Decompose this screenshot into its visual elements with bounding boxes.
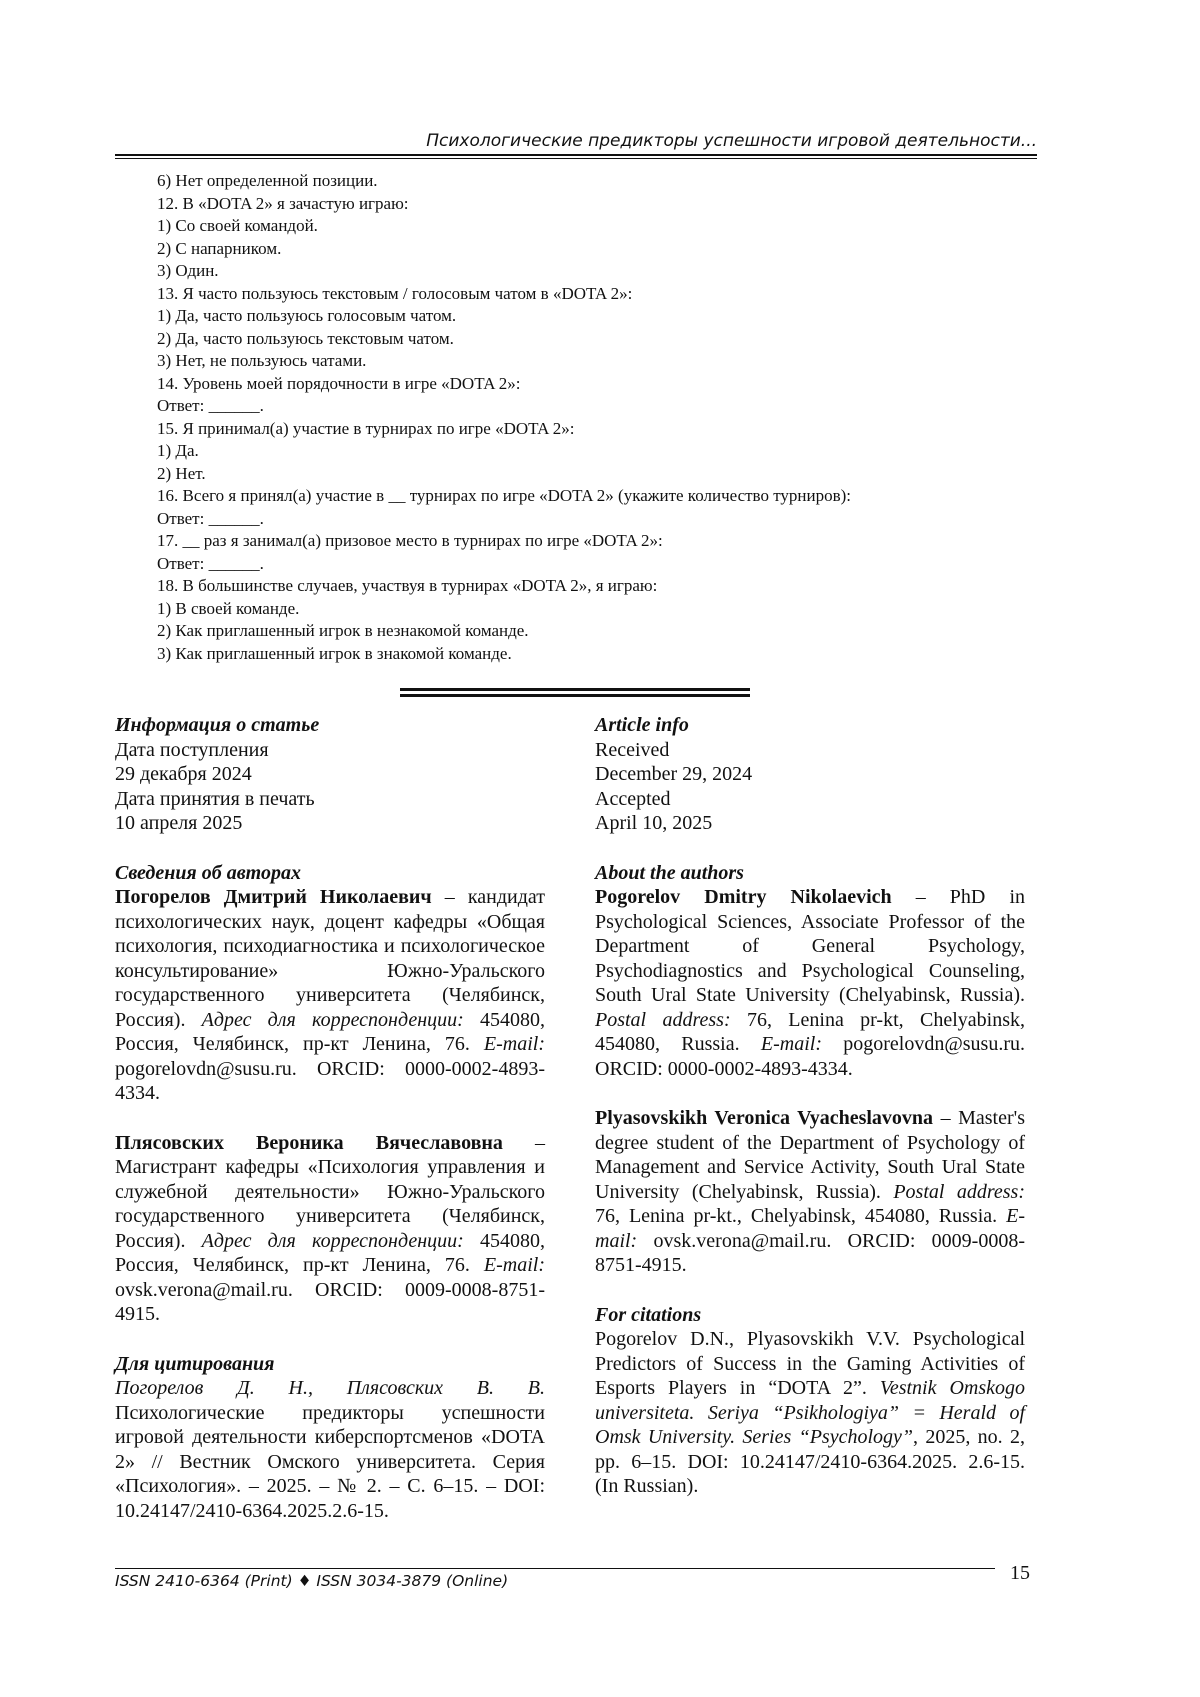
question-line: 16. Всего я принял(а) участие в __ турнирах по игре «DOTA 2» (укажите количество турниров):	[157, 486, 852, 505]
running-header: Психологические предикторы успешности игровой деятельности...	[426, 131, 1037, 151]
email-label: E-mail:	[595, 1205, 1025, 1252]
author-2-bio	[115, 1131, 545, 1327]
header-rule-thin	[115, 158, 1037, 159]
question-line: 2) Как приглашенный игрок в незнакомой команде.	[157, 621, 529, 640]
question-line: 1) Да.	[157, 441, 199, 460]
question-line: Ответ: ______.	[157, 553, 264, 573]
author-1-address: 76, Lenina pr-kt, Chelyabinsk, 454080, Russia.	[595, 1008, 1025, 1055]
author-2-name: Плясовских Вероника Вячеславовна	[115, 1131, 503, 1154]
question-line: 18. В большинстве случаев, участвуя в турнирах «DOTA 2», я играю:	[157, 576, 658, 595]
question-line: 6) Нет определенной позиции.	[157, 171, 378, 190]
author-1-address: 454080, Россия, Челябинск, пр-кт Ленина, 76.	[115, 1008, 545, 1055]
questionnaire-list	[157, 170, 1037, 665]
author-1-name: Погорелов Дмитрий Николаевич	[115, 886, 432, 908]
address-label: Postal address:	[893, 1180, 1025, 1203]
question-line: 3) Как приглашенный игрок в знакомой команде.	[157, 643, 512, 663]
footer-rule	[115, 1568, 995, 1569]
citation-text	[595, 1327, 1025, 1499]
citation-journal: Vestnik Omskogo universiteta. Seriya “Psikhologiya” = Herald of Omsk University. Series “Psychology”	[595, 1377, 1026, 1448]
question-line: Ответ: ______.	[157, 508, 264, 528]
author-1-bio	[595, 885, 1025, 1081]
question-line: 17. __ раз я занимал(а) призовое место в турнирах по игре «DOTA 2»:	[157, 531, 663, 550]
accepted-label: Дата принятия в печать	[115, 787, 315, 810]
address-label: Postal address:	[595, 1008, 731, 1031]
received-date: December 29, 2024	[595, 763, 753, 785]
accepted-label: Accepted	[595, 787, 671, 810]
author-1-bio	[115, 885, 545, 1106]
authors-title: Сведения об авторах	[115, 861, 301, 884]
question-line: 12. В «DOTA 2» я зачастую играю:	[157, 193, 409, 213]
citation-title: For citations	[595, 1303, 702, 1326]
author-1-affiliation: – кандидат психологических наук, доцент кафедры «Общая психология, психодиагностика и психологическое консультирование» Южно-Уральского государственного университета (Челябинск, Россия).	[115, 886, 545, 1031]
citation-body: Психологические предикторы успешности игровой деятельности киберспортсменов «DOTA 2» // Вестник Омского университета. Серия «Психология». – 2025. – № 2. – С. 6–15. – DOI: 10.24147/2410-6364.2025.2.6-15.	[115, 1401, 545, 1522]
citation-title: Для цитирования	[115, 1352, 275, 1375]
section-separator	[400, 688, 750, 691]
page-number: 15	[1010, 1562, 1030, 1584]
received-date: 29 декабря 2024	[115, 763, 252, 785]
section-separator-second	[400, 694, 750, 697]
author-2-affiliation: – Магистрант кафедры «Психология управления и служебной деятельности» Южно-Уральского государственного университета (Челябинск, Россия).	[115, 1131, 546, 1252]
article-info-ru	[115, 713, 545, 1523]
author-2-affiliation: – Master's degree student of the Department of Psychology of Management and Service Activity, South Ural State University (Chelyabinsk, Russia).	[595, 1107, 1025, 1203]
author-2-address: 454080, Россия, Челябинск, пр-кт Ленина, 76.	[115, 1229, 545, 1276]
author-2-email: ovsk.verona@mail.ru. ORCID: 0009-0008-8751-4915.	[595, 1229, 1025, 1276]
citation-body: Pogorelov D.N., Plyasovskikh V.V. Psychological Predictors of Success in the Gaming Activities of Esports Players in “DOTA 2”.	[595, 1328, 1025, 1399]
question-line: 15. Я принимал(а) участие в турнирах по игре «DOTA 2»:	[157, 418, 575, 438]
question-line: Ответ: ______.	[157, 396, 264, 415]
authors-title: About the authors	[595, 861, 744, 884]
question-line: 3) Нет, не пользуюсь чатами.	[157, 351, 367, 370]
question-line: 2) Да, часто пользуюсь текстовым чатом.	[157, 328, 454, 348]
email-label: E-mail:	[760, 1033, 822, 1055]
citation-text	[115, 1376, 545, 1523]
accepted-date: April 10, 2025	[595, 812, 713, 834]
header-rule	[115, 154, 1037, 156]
question-line: 2) Нет.	[157, 463, 206, 483]
info-title: Информация о статье	[115, 714, 320, 736]
question-line: 1) Со своей командой.	[157, 216, 318, 235]
author-1-email: pogorelovdn@susu.ru. ORCID: 0000-0002-4893-4334.	[595, 1033, 1025, 1080]
email-label: E-mail:	[483, 1254, 545, 1276]
email-label: E-mail:	[483, 1033, 545, 1055]
address-label: Адрес для корреспонденции:	[201, 1229, 464, 1252]
address-label: Адрес для корреспонденции:	[201, 1008, 464, 1031]
citation-authors: Погорелов Д. Н., Плясовских В. В.	[115, 1377, 545, 1399]
question-line: 14. Уровень моей порядочности в игре «DOTA 2»:	[157, 373, 521, 393]
author-1-email: pogorelovdn@susu.ru. ORCID: 0000-0002-4893-4334.	[115, 1057, 545, 1104]
footer-issn: ISSN 2410-6364 (Print) ♦ ISSN 3034-3879 (Online)	[115, 1572, 509, 1590]
author-1-name: Pogorelov Dmitry Nikolaevich	[595, 886, 892, 908]
question-line: 1) Да, часто пользуюсь голосовым чатом.	[157, 306, 457, 325]
author-2-name: Plyasovskikh Veronica Vyacheslavovna	[595, 1107, 934, 1129]
question-line: 3) Один.	[157, 261, 219, 280]
citation-details: , 2025, no. 2, pp. 6–15. DOI: 10.24147/2410-6364.2025. 2.6-15. (In Russian).	[595, 1426, 1025, 1497]
author-2-bio	[595, 1106, 1025, 1278]
author-2-address: 76, Lenina pr-kt., Chelyabinsk, 454080, Russia.	[595, 1205, 1007, 1227]
question-line: 1) В своей команде.	[157, 598, 300, 618]
info-title: Article info	[595, 714, 689, 736]
accepted-date: 10 апреля 2025	[115, 812, 243, 834]
author-2-email: ovsk.verona@mail.ru. ORCID: 0009-0008-8751-4915.	[115, 1278, 545, 1325]
article-info-en	[595, 713, 1025, 1499]
received-label: Received	[595, 738, 670, 761]
received-label: Дата поступления	[115, 738, 269, 761]
question-line: 2) С напарником.	[157, 238, 282, 258]
question-line: 13. Я часто пользуюсь текстовым / голосовым чатом в «DOTA 2»:	[157, 283, 633, 303]
author-1-affiliation: – PhD in Psychological Sciences, Associate Professor of the Department of General Psychology, Psychodiagnostics and Psychological Counseling, South Ural State University (Chelyabinsk, Russia).	[595, 886, 1025, 1006]
